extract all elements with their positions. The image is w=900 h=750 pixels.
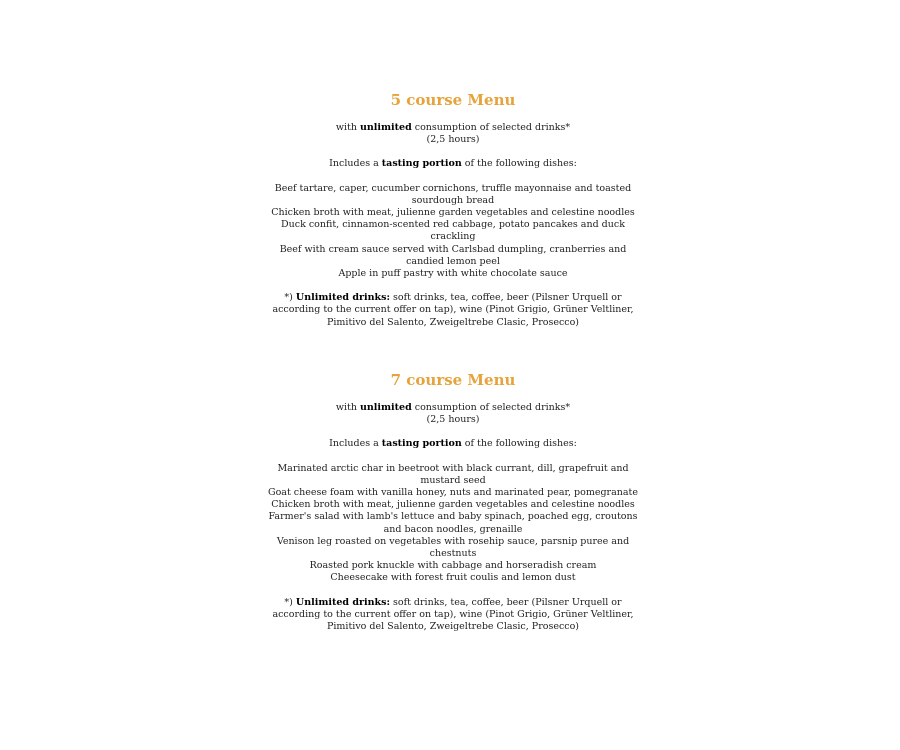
menu-title: 7 course Menu [390,371,516,389]
dish-item: Farmer's salad with lamb's lettuce and baby spinach, poached egg, croutons and bacon noodles, grenaille [268,511,638,535]
dish-item: Apple in puff pastry with white chocolate sauce [338,268,568,280]
includes-line: Includes a tasting portion of the following dishes: [329,438,577,450]
dish-item: Marinated arctic char in beetroot with black currant, dill, grapefruit and mustard seed [277,462,629,486]
dish-item: Chicken broth with meat, julienne garden vegetables and celestine noodles [271,207,635,219]
intro-bold: unlimited [359,402,412,413]
dish-item: Cheesecake with forest fruit coulis and lemon dust [330,572,576,584]
footnote-bold: Unlimited drinks: [295,596,390,608]
dish-item: Beef with cream sauce served with Carlsbad dumpling, cranberries and candied lemon peel [279,243,627,267]
intro-bold: unlimited [359,122,412,133]
includes-bold: tasting portion [381,438,462,450]
intro-duration: (2,5 hours) [426,134,480,146]
dish-item: Venison leg roasted on vegetables with rosehip sauce, parsnip puree and chestnuts [276,535,630,560]
dish-item: Chicken broth with meat, julienne garden vegetables and celestine noodles [271,499,635,511]
menu-section-5-course [262,90,644,329]
menu-intro [262,402,644,426]
dish-list [262,463,644,585]
dish-item: Beef tartare, caper, cucumber cornichons, truffle mayonnaise and toasted sourdough bread [274,182,632,206]
dish-item: Duck confit, cinnamon-scented red cabbage, potato pancakes and duck crackling [281,219,625,243]
dish-item: Goat cheese foam with vanilla honey, nuts and marinated pear, pomegranate [268,487,638,499]
menu-intro [262,122,644,146]
intro-line: with unlimited consumption of selected drinks* [335,122,571,133]
dish-list [262,183,644,281]
includes-line: Includes a tasting portion of the following dishes: [329,158,577,170]
dish-item: Roasted pork knuckle with cabbage and horseradish cream [309,560,597,572]
includes-bold: tasting portion [381,158,462,170]
menu-title: 5 course Menu [390,91,516,109]
intro-line: with unlimited consumption of selected drinks* [335,402,571,413]
drinks-footnote: *) Unlimited drinks: soft drinks, tea, coffee, beer (Pilsner Urquell or according to the current offer on tap), wine (Pinot Grigio, Grüner Veltliner, Pimitivo del Salento, Zweigeltrebe Clasic, Prosecco) [272,292,634,328]
footnote-bold: Unlimited drinks: [295,292,390,304]
menu-section-7-course [262,370,644,633]
intro-duration: (2,5 hours) [426,414,480,426]
drinks-footnote: *) Unlimited drinks: soft drinks, tea, coffee, beer (Pilsner Urquell or according to the current offer on tap), wine (Pinot Grigio, Grüner Veltliner, Pimitivo del Salento, Zweigeltrebe Clasic, Prosecco) [272,596,634,633]
